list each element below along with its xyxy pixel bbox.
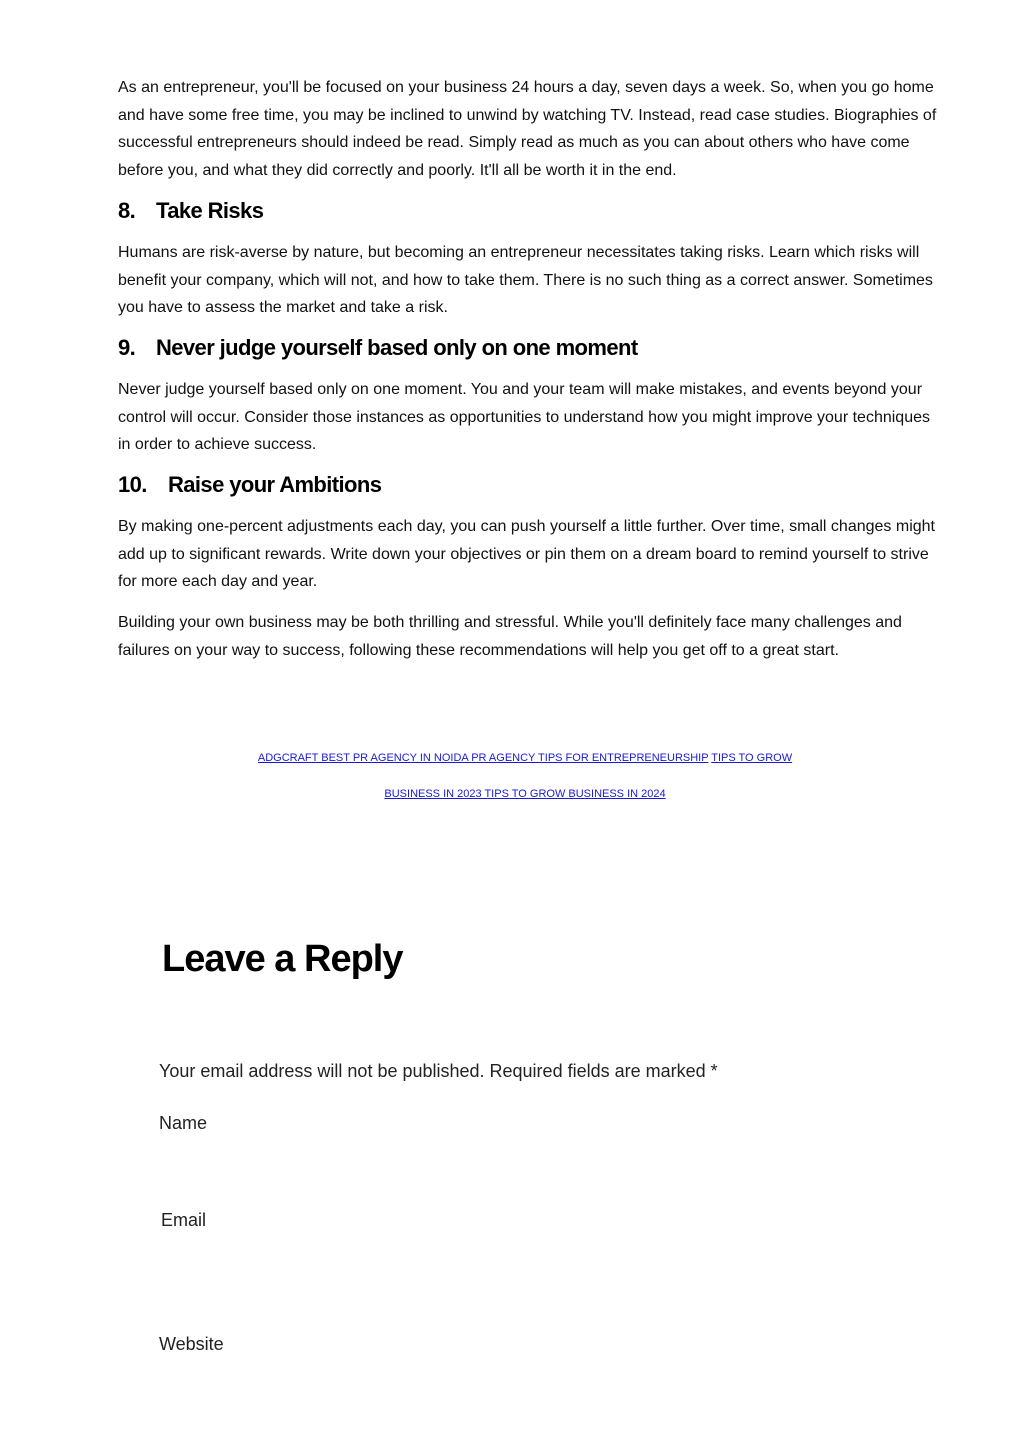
section-title: Take Risks bbox=[156, 198, 264, 223]
tags-line-1 bbox=[118, 752, 932, 765]
intro-paragraph: As an entrepreneur, you'll be focused on your business 24 hours a day, seven days a week. So, when you go home and have some free time, you may be inclined to unwind by watching TV. Instead, read case studies. Biographies of successful entrepreneurs should indeed be read. Simply read as much as you can about others who have come before you, and what they did correctly and poorly. It'll all be worth it in the end. bbox=[118, 79, 937, 179]
post-tags bbox=[118, 752, 932, 802]
tags-line-2 bbox=[118, 788, 932, 801]
section-body-take-risks: Humans are risk-averse by nature, but becoming an entrepreneur necessitates taking risks. Learn which risks will benefit your company, which will not, and how to take them. There is no such thing as a correct answer. Sometimes you have to assess the market and take a risk. bbox=[118, 244, 933, 316]
website-label: Website bbox=[159, 1334, 224, 1354]
leave-reply-title: Leave a Reply bbox=[162, 938, 403, 980]
section-number: 8. bbox=[118, 198, 136, 223]
name-label: Name bbox=[159, 1113, 208, 1133]
section-heading-take-risks bbox=[118, 197, 263, 225]
closing-paragraph: Building your own business may be both thrilling and stressful. While you'll definitely face many challenges and failures on your way to success, following these recommendations will help you get off to a great start. bbox=[118, 614, 902, 659]
section-number: 10. bbox=[118, 472, 147, 497]
required-fields-note: Your email address will not be published. Required fields are marked * bbox=[159, 1061, 718, 1081]
section-body-raise-ambitions: By making one-percent adjustments each day, you can push yourself a little further. Over time, small changes might add up to significant rewards. Write down your objectives or pin them on a dream board to remind yourself to strive for more each day and year. bbox=[118, 518, 935, 590]
section-title: Raise your Ambitions bbox=[168, 472, 382, 497]
tag-link[interactable]: BUSINESS IN 2023 TIPS TO GROW BUSINESS IN 2024 bbox=[384, 788, 666, 800]
section-number: 9. bbox=[118, 335, 136, 360]
email-label: Email bbox=[161, 1210, 207, 1230]
section-heading-never-judge bbox=[118, 334, 638, 362]
section-heading-raise-ambitions bbox=[118, 471, 381, 499]
section-body-never-judge: Never judge yourself based only on one moment. You and your team will make mistakes, and events beyond your control will occur. Consider those instances as opportunities to understand how you might improve your techniques in order to achieve success. bbox=[118, 381, 930, 453]
tag-link[interactable]: ADGCRAFT BEST PR AGENCY IN NOIDA PR AGENCY TIPS FOR ENTREPRENEURSHIP bbox=[257, 752, 709, 764]
tag-link[interactable]: TIPS TO GROW bbox=[711, 752, 793, 764]
section-title: Never judge yourself based only on one moment bbox=[156, 335, 638, 360]
